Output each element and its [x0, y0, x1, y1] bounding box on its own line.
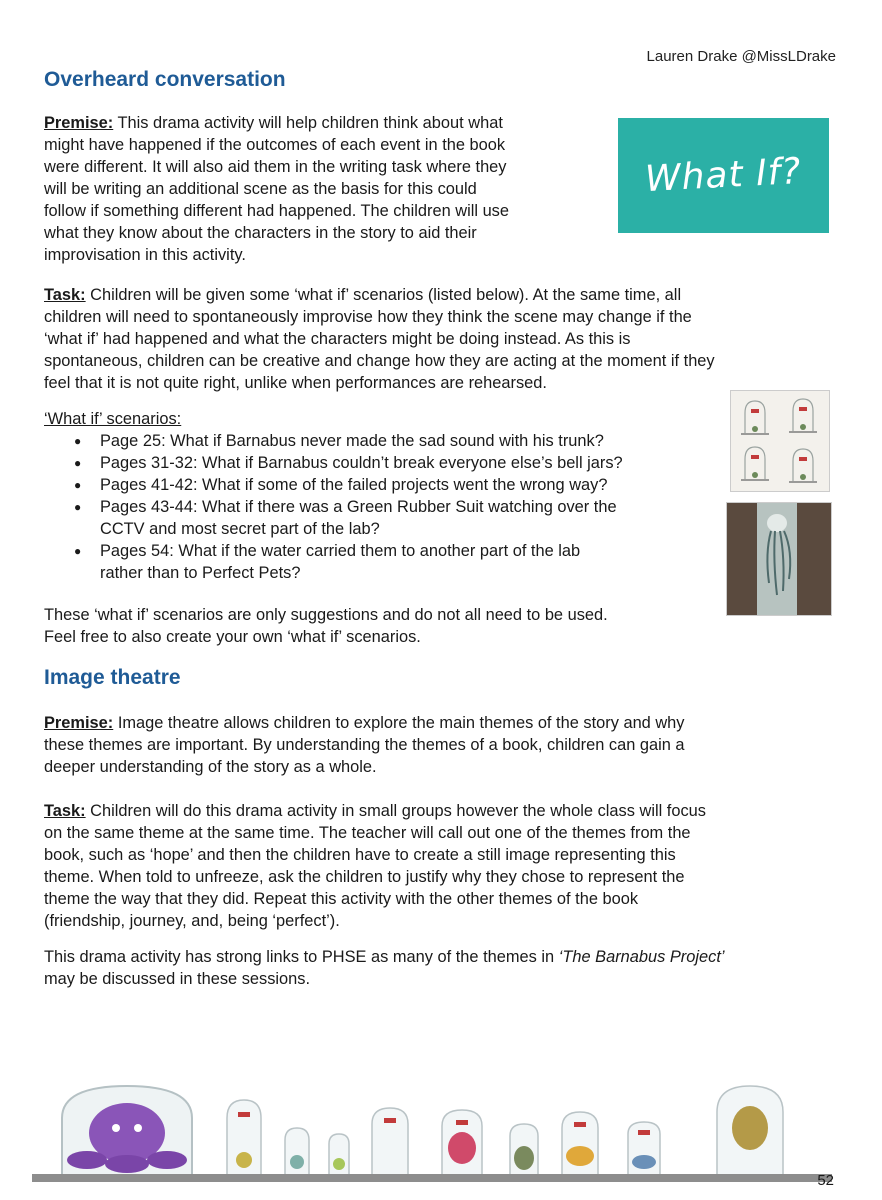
phse-text: may be discussed in these sessions.: [44, 970, 311, 988]
what-if-image-text: What If?: [644, 150, 803, 201]
premise-line: were different. It will also aid them in the writing task where they: [44, 158, 507, 176]
premise-line: follow if something different had happened. The children will use: [44, 202, 509, 220]
task-label: Task:: [44, 286, 86, 304]
task-line: on the same theme at the same time. The teacher will call out one of the themes from the: [44, 824, 691, 842]
premise-line: deeper understanding of the story as a whole.: [44, 758, 377, 776]
premise-line: improvisation in this activity.: [44, 246, 246, 264]
task-line: Children will be given some ‘what if’ scenarios (listed below). At the same time, all: [90, 286, 682, 304]
task-line: theme. When told to unfreeze, ask the children to justify why they chose to represent the: [44, 868, 685, 886]
scenarios-heading: ‘What if’ scenarios:: [44, 410, 182, 428]
task-line: spontaneous, children can be creative and change how they are acting at the moment if they: [44, 352, 715, 370]
task-line: Children will do this drama activity in small groups however the whole class will focus: [90, 802, 706, 820]
scenarios-list: [52, 430, 712, 584]
bell-jars-illustration: [730, 390, 830, 492]
image-theatre-task: [44, 800, 844, 932]
premise-line: This drama activity will help children think about what: [117, 114, 503, 132]
closing-line: Feel free to also create your own ‘what if’ scenarios.: [44, 628, 421, 646]
tentacle-creature-illustration: [726, 502, 832, 616]
task-line: ‘what if’ had happened and what the characters might be doing instead. As this is: [44, 330, 631, 348]
task-line: (friendship, journey, and, being ‘perfect’).: [44, 912, 340, 930]
list-item: ● Page 25: What if Barnabus never made the sad sound with his trunk?: [52, 430, 712, 452]
closing-line: These ‘what if’ scenarios are only suggestions and do not all need to be used.: [44, 606, 608, 624]
book-title: ‘The Barnabus Project’: [558, 948, 725, 966]
task-line: theme the way that they did. Repeat this activity with the other themes of the book: [44, 890, 639, 908]
section-title-overheard: Overheard conversation: [44, 68, 286, 91]
task-line: feel that it is not quite right, unlike when performances are rehearsed.: [44, 374, 547, 392]
task-line: book, such as ‘hope’ and then the children have to create a still image representing this: [44, 846, 676, 864]
premise-line: will be writing an additional scene as the basis for this could: [44, 180, 477, 198]
closing-paragraph: [44, 604, 784, 648]
premise-line: might have happened if the outcomes of each event in the book: [44, 136, 506, 154]
image-theatre-premise: [44, 712, 844, 778]
list-item: ● Pages 43-44: What if there was a Green Rubber Suit watching over the CCTV and most secret part of the lab?: [52, 496, 712, 540]
phse-text: This drama activity has strong links to PHSE as many of the themes in: [44, 948, 559, 966]
author-credit: Lauren Drake @MissLDrake: [646, 48, 836, 65]
list-item: ● Pages 54: What if the water carried them to another part of the lab rather than to Perfect Pets?: [52, 540, 712, 584]
task-paragraph: [44, 284, 844, 394]
task-label: Task:: [44, 802, 86, 820]
premise-paragraph: [44, 112, 604, 266]
premise-line: these themes are important. By understanding the themes of a book, children can gain a: [44, 736, 685, 754]
phse-paragraph: [44, 946, 844, 990]
page-number: 52: [817, 1172, 834, 1189]
premise-label: Premise:: [44, 114, 114, 132]
bell-jar-banner-illustration: [32, 1078, 832, 1186]
task-line: children will need to spontaneously improvise how they think the scene may change if the: [44, 308, 692, 326]
premise-line: Image theatre allows children to explore the main themes of the story and why: [117, 714, 685, 732]
premise-line: what they know about the characters in the story to aid their: [44, 224, 477, 242]
list-item: ● Pages 31-32: What if Barnabus couldn’t break everyone else’s bell jars?: [52, 452, 712, 474]
premise-label: Premise:: [44, 714, 114, 732]
list-item: ● Pages 41-42: What if some of the failed projects went the wrong way?: [52, 474, 712, 496]
section-title-image-theatre: Image theatre: [44, 666, 181, 689]
what-if-image: [618, 118, 829, 233]
